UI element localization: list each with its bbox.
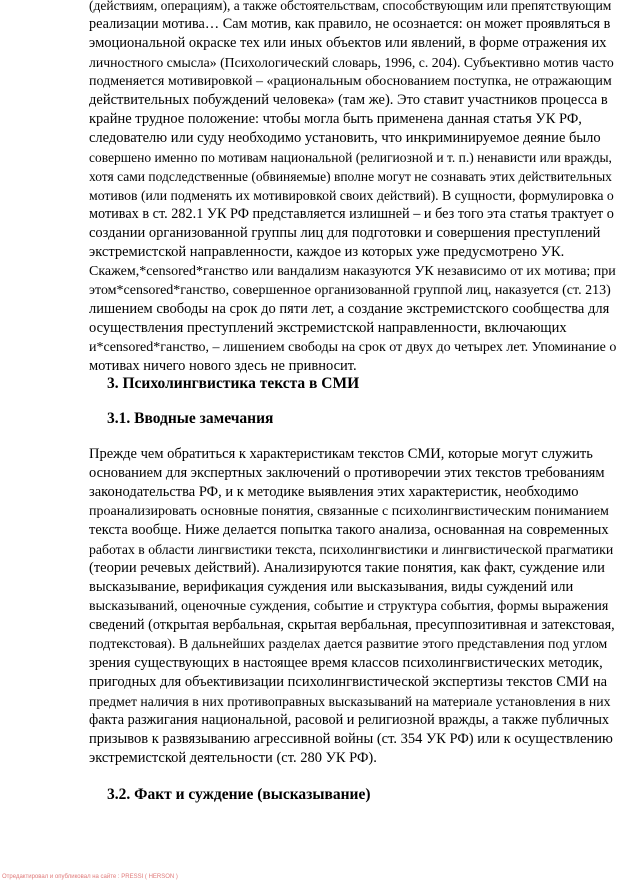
paragraph-line: следователю или суду необходимо установить, что инкриминируемое деяние было [89, 130, 601, 146]
paragraph-line: крайне трудное положение: чтобы могла быть применена данная статья УК РФ, [89, 111, 582, 127]
paragraph-line: подменяется мотивировкой – «рациональным обоснованием поступка, не отражающим [89, 74, 612, 89]
paragraph-line: работах в области лингвистики текста, психолингвистики и лингвистической прагматики [89, 542, 614, 557]
paragraph-line: экстремистской направленности, каждое из которых уже предусмотрено УК. [89, 244, 565, 260]
paragraph-line: призывов к развязыванию агрессивной войны (ст. 354 УК РФ) или к осуществлению [89, 731, 613, 747]
paragraph-line: (действиям, операциям), а также обстоятельствам, способствующим или препятствующим [89, 0, 612, 13]
paragraph-line: экстремистской деятельности (ст. 280 УК РФ). [89, 750, 377, 766]
paragraph-line: хотя сами подследственные (обвиняемые) вполне могут не сознавать этих действительных [89, 169, 612, 184]
section-heading-3-1: 3.1. Вводные замечания [107, 410, 274, 427]
footer-watermark: Отредактировал и опубликовал на сайте : PRESSI ( HERSON ) [2, 874, 178, 880]
paragraph-line: проанализировать основные понятия, связанные с психолингвистическим пониманием [89, 504, 609, 519]
paragraph-line: мотивах ничего нового здесь не привносит. [89, 358, 357, 374]
paragraph-line: основанием для экспертных заключений о противоречии этих текстов требованиям [89, 465, 605, 481]
paragraph-line: текста вообще. Ниже делается попытка такого анализа, основанная на современных [89, 522, 609, 538]
paragraph-line: эмоциональной окраске тех или иных объектов или явлений, в форме отражения их [89, 35, 607, 51]
paragraph-line: высказывание, верификация суждения или высказывания, виды суждений или [89, 579, 574, 595]
paragraph-line: мотивов (или подменять их мотивировкой своих действий). В сущности, формулировка о [89, 188, 614, 203]
paragraph-line: законодательства РФ, и к методике выявления этих характеристик, необходимо [89, 484, 579, 500]
paragraph-line: высказываний, оценочные суждения, событие и структура события, формы выражения [89, 599, 609, 614]
paragraph-line: осуществления преступлений экстремистской направленности, включающих [89, 320, 567, 336]
section-heading-3: 3. Психолингвистика текста в СМИ [107, 375, 360, 392]
paragraph-line: реализации мотива… Сам мотив, как правило, не осознается: он может проявляться в [89, 16, 611, 32]
paragraph-line: подтекстовая). В дальнейших разделах дается развитие этого представления под углом [89, 637, 608, 652]
section-heading-3-2: 3.2. Факт и суждение (высказывание) [107, 786, 371, 803]
paragraph-line: совершено именно по мотивам национальной (религиозной и т. п.) ненависти или вражды, [89, 150, 612, 165]
paragraph-line: Скажем,*censored*ганство или вандализм наказуются УК независимо от их мотива; при [89, 264, 616, 279]
paragraph-line: факта разжигания национальной, расовой и религиозной вражды, а также публичных [89, 712, 610, 728]
paragraph-line: личностного смысла» (Психологический словарь, 1996, с. 204). Субъективно мотив часто [89, 55, 614, 70]
paragraph-line: зрения существующих в настоящее время классов психолингвистических методик, [89, 655, 603, 671]
paragraph-line: создании организованной группы лиц для подготовки и совершения преступлений [89, 225, 601, 241]
paragraph-line: мотивах в ст. 282.1 УК РФ представляется излишней – и без того эта статья трактует о [89, 206, 614, 222]
paragraph-line: этом*censored*ганство, совершенное организованной группой лиц, наказуется (ст. 213) [89, 283, 611, 298]
paragraph-line: сведений (открытая вербальная, скрытая вербальная, пресуппозитивная и затекстовая, [89, 617, 615, 633]
paragraph-line: действительных побуждений человека» (там же). Это ставит участников процесса в [89, 92, 608, 108]
paragraph-line: и*censored*ганство, – лишением свободы на срок от двух до четырех лет. Упоминание о [89, 340, 617, 355]
paragraph-line: (теории речевых действий). Анализируются такие понятия, как факт, суждение или [89, 560, 605, 576]
paragraph-line: пригодных для объективизации психолингвистической экспертизы текстов СМИ на [89, 674, 608, 690]
paragraph-line: предмет наличия в них противоправных высказываний на материале установления в них [89, 694, 611, 709]
paragraph-line: лишением свободы на срок до пяти лет, а создание экстремистского сообщества для [89, 301, 610, 317]
paragraph-line: Прежде чем обратиться к характеристикам текстов СМИ, которые могут служить [89, 446, 593, 462]
